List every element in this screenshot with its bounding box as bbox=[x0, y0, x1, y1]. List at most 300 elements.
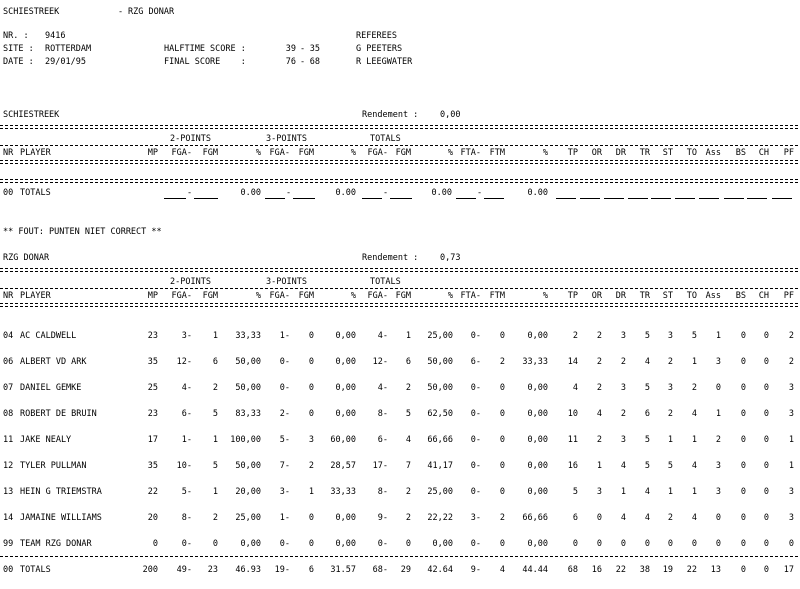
cell-ftm: 2 bbox=[499, 513, 505, 523]
cell-or: 2 bbox=[596, 357, 602, 367]
final-home-score: 76 bbox=[285, 57, 296, 67]
cell-p2a: 8- bbox=[181, 513, 192, 523]
cell-ftm: 2 bbox=[499, 357, 505, 367]
cell-ta: 12- bbox=[372, 357, 388, 367]
cell-pf: 2 bbox=[788, 357, 794, 367]
team2-col-st: ST bbox=[662, 291, 673, 301]
cell-as: 3 bbox=[715, 357, 721, 367]
cell-p3m: 0 bbox=[308, 383, 314, 393]
cell-mp: 22 bbox=[147, 487, 158, 497]
total-p2a: 49- bbox=[176, 565, 192, 575]
cell-tr: 5 bbox=[644, 383, 650, 393]
cell-st: 3 bbox=[667, 383, 673, 393]
total-nr: 00 bbox=[3, 565, 14, 575]
cell-p3p: 60,00 bbox=[330, 435, 356, 445]
cell-p3m: 2 bbox=[308, 461, 314, 471]
cell-tr: 5 bbox=[644, 461, 650, 471]
cell-to: 0 bbox=[691, 539, 697, 549]
cell-p3a: 5- bbox=[279, 435, 290, 445]
cell-tr: 4 bbox=[644, 357, 650, 367]
cell-tm: 2 bbox=[405, 383, 411, 393]
cell-pf: 2 bbox=[788, 331, 794, 341]
halftime-dash: - bbox=[300, 44, 306, 54]
team2-col-p3m: FGM bbox=[298, 291, 314, 301]
cell-bs: 0 bbox=[740, 383, 746, 393]
team1-blank-bs bbox=[724, 198, 744, 199]
cell-nr: 07 bbox=[3, 383, 14, 393]
cell-mp: 0 bbox=[152, 539, 158, 549]
cell-fta: 3- bbox=[470, 513, 481, 523]
total-as: 13 bbox=[710, 565, 721, 575]
team1-blank-ftm bbox=[484, 198, 504, 199]
cell-tp: 2 bbox=[572, 331, 578, 341]
cell-tr: 0 bbox=[644, 539, 650, 549]
referee-1: G PEETERS bbox=[356, 44, 403, 54]
team1-blank-2pm bbox=[194, 198, 218, 199]
cell-nr: 04 bbox=[3, 331, 14, 341]
total-p2p: 46.93 bbox=[235, 565, 261, 575]
cell-as: 0 bbox=[715, 513, 721, 523]
cell-mp: 23 bbox=[147, 409, 158, 419]
team2-col-ta: FGA- bbox=[367, 291, 388, 301]
cell-as: 3 bbox=[715, 487, 721, 497]
team1-col-p3p: % bbox=[350, 148, 356, 158]
cell-p2m: 1 bbox=[212, 331, 218, 341]
cell-p3p: 0,00 bbox=[335, 383, 356, 393]
cell-tpct: 41,17 bbox=[427, 461, 453, 471]
cell-p2m: 1 bbox=[212, 487, 218, 497]
cell-name: HEIN G TRIEMSTRA bbox=[20, 487, 102, 497]
cell-bs: 0 bbox=[740, 513, 746, 523]
cell-fta: 0- bbox=[470, 331, 481, 341]
cell-p3a: 3- bbox=[279, 487, 290, 497]
cell-name: DANIEL GEMKE bbox=[20, 383, 82, 393]
cell-nr: 08 bbox=[3, 409, 14, 419]
total-or: 16 bbox=[591, 565, 602, 575]
cell-bs: 0 bbox=[740, 331, 746, 341]
team1-name: SCHIESTREEK bbox=[3, 110, 60, 120]
team1-group-totals: TOTALS bbox=[370, 134, 401, 144]
cell-tpct: 22,22 bbox=[427, 513, 453, 523]
team1-blank-or bbox=[580, 198, 600, 199]
team1-col-dr: DR bbox=[615, 148, 626, 158]
cell-ta: 6- bbox=[377, 435, 388, 445]
team2-col-tp: TP bbox=[567, 291, 578, 301]
cell-p3p: 33,33 bbox=[330, 487, 356, 497]
cell-st: 3 bbox=[667, 331, 673, 341]
cell-dr: 3 bbox=[620, 383, 626, 393]
cell-ftm: 0 bbox=[499, 383, 505, 393]
cell-p3a: 0- bbox=[279, 383, 290, 393]
team1-col-p3a: FGA- bbox=[269, 148, 290, 158]
team2-group-2points: 2-POINTS bbox=[170, 277, 211, 287]
team1-col-ch: CH bbox=[758, 148, 769, 158]
cell-mp: 35 bbox=[147, 461, 158, 471]
cell-ta: 17- bbox=[372, 461, 388, 471]
team1-blank-dash: - bbox=[383, 188, 389, 198]
cell-tpct: 66,66 bbox=[427, 435, 453, 445]
total-mp: 200 bbox=[142, 565, 158, 575]
team2-totals-rule bbox=[0, 556, 798, 557]
cell-ch: 0 bbox=[763, 409, 769, 419]
team2-col-name: PLAYER bbox=[20, 291, 51, 301]
cell-ftp: 0,00 bbox=[527, 331, 548, 341]
cell-nr: 14 bbox=[3, 513, 14, 523]
cell-ftm: 0 bbox=[499, 461, 505, 471]
team2-rendement-label: Rendement : bbox=[362, 253, 419, 263]
cell-tr: 4 bbox=[644, 513, 650, 523]
cell-to: 5 bbox=[691, 331, 697, 341]
cell-tpct: 25,00 bbox=[427, 331, 453, 341]
site-label: SITE : bbox=[3, 44, 34, 54]
cell-p2p: 50,00 bbox=[235, 461, 261, 471]
team1-blank-3pm bbox=[293, 198, 315, 199]
team1-group-2points: 2-POINTS bbox=[170, 134, 211, 144]
cell-p3a: 2- bbox=[279, 409, 290, 419]
referee-2: R LEEGWATER bbox=[356, 57, 413, 67]
cell-as: 0 bbox=[715, 539, 721, 549]
team2-col-pf: PF bbox=[783, 291, 794, 301]
cell-p2m: 5 bbox=[212, 461, 218, 471]
cell-to: 1 bbox=[691, 357, 697, 367]
total-tm: 29 bbox=[400, 565, 411, 575]
cell-st: 5 bbox=[667, 461, 673, 471]
cell-tr: 6 bbox=[644, 409, 650, 419]
cell-fta: 0- bbox=[470, 487, 481, 497]
team1-blank-st bbox=[651, 198, 671, 199]
cell-name: ALBERT VD ARK bbox=[20, 357, 87, 367]
team1-col-p2a: FGA- bbox=[171, 148, 192, 158]
team2-col-ftp: % bbox=[542, 291, 548, 301]
cell-p3p: 0,00 bbox=[335, 409, 356, 419]
cell-fta: 0- bbox=[470, 409, 481, 419]
cell-bs: 0 bbox=[740, 435, 746, 445]
total-dr: 22 bbox=[615, 565, 626, 575]
team2-col-or: OR bbox=[591, 291, 602, 301]
cell-p2m: 6 bbox=[212, 357, 218, 367]
cell-p2a: 4- bbox=[181, 383, 192, 393]
cell-st: 1 bbox=[667, 435, 673, 445]
team2-col-ch: CH bbox=[758, 291, 769, 301]
cell-tm: 0 bbox=[405, 539, 411, 549]
cell-p2a: 0- bbox=[181, 539, 192, 549]
team2-col-p3p: % bbox=[350, 291, 356, 301]
team1-totals-rule bbox=[0, 179, 798, 183]
cell-pf: 1 bbox=[788, 435, 794, 445]
cell-tpct: 0,00 bbox=[432, 539, 453, 549]
cell-ftp: 66,66 bbox=[522, 513, 548, 523]
cell-or: 2 bbox=[596, 383, 602, 393]
cell-p2m: 5 bbox=[212, 409, 218, 419]
cell-tp: 0 bbox=[572, 539, 578, 549]
cell-p2p: 0,00 bbox=[240, 539, 261, 549]
cell-p3p: 0,00 bbox=[335, 331, 356, 341]
cell-ta: 9- bbox=[377, 513, 388, 523]
cell-ftp: 0,00 bbox=[527, 383, 548, 393]
cell-ta: 0- bbox=[377, 539, 388, 549]
cell-fta: 0- bbox=[470, 461, 481, 471]
team1-blank-3pa bbox=[265, 198, 285, 199]
team2-group-totals: TOTALS bbox=[370, 277, 401, 287]
cell-p2p: 50,00 bbox=[235, 383, 261, 393]
team2-top-rule bbox=[0, 268, 798, 272]
cell-p2a: 3- bbox=[181, 331, 192, 341]
cell-tr: 5 bbox=[644, 331, 650, 341]
cell-tp: 11 bbox=[567, 435, 578, 445]
team1-blank-fta bbox=[456, 198, 476, 199]
cell-nr: 06 bbox=[3, 357, 14, 367]
cell-nr: 99 bbox=[3, 539, 14, 549]
cell-nr: 11 bbox=[3, 435, 14, 445]
cell-nr: 13 bbox=[3, 487, 14, 497]
cell-p3m: 0 bbox=[308, 539, 314, 549]
cell-p3m: 0 bbox=[308, 357, 314, 367]
halftime-home-score: 39 bbox=[285, 44, 296, 54]
cell-pf: 3 bbox=[788, 487, 794, 497]
cell-ftp: 0,00 bbox=[527, 409, 548, 419]
total-st: 19 bbox=[662, 565, 673, 575]
team2-group-3points: 3-POINTS bbox=[266, 277, 307, 287]
team1-col-as: Ass bbox=[705, 148, 721, 158]
team1-col-nr: NR bbox=[3, 148, 14, 158]
cell-bs: 0 bbox=[740, 539, 746, 549]
cell-or: 0 bbox=[596, 539, 602, 549]
team1-col-name: PLAYER bbox=[20, 148, 51, 158]
team1-col-p2p: % bbox=[255, 148, 261, 158]
cell-tm: 2 bbox=[405, 513, 411, 523]
team1-tot-pct: 0.00 bbox=[431, 188, 452, 198]
team1-blank-2pa bbox=[164, 198, 186, 199]
cell-name: JAMAINE WILLIAMS bbox=[20, 513, 102, 523]
cell-ch: 0 bbox=[763, 357, 769, 367]
cell-p3a: 1- bbox=[279, 513, 290, 523]
cell-p2m: 0 bbox=[212, 539, 218, 549]
cell-or: 3 bbox=[596, 487, 602, 497]
cell-ch: 0 bbox=[763, 331, 769, 341]
team1-col-ta: FGA- bbox=[367, 148, 388, 158]
team1-col-to: TO bbox=[686, 148, 697, 158]
cell-tp: 14 bbox=[567, 357, 578, 367]
cell-bs: 0 bbox=[740, 461, 746, 471]
cell-ch: 0 bbox=[763, 383, 769, 393]
total-tpct: 42.64 bbox=[427, 565, 453, 575]
team1-col-ftm: FTM bbox=[489, 148, 505, 158]
cell-p3a: 1- bbox=[279, 331, 290, 341]
team2-col-nr: NR bbox=[3, 291, 14, 301]
cell-tm: 6 bbox=[405, 357, 411, 367]
team1-col-tm: FGM bbox=[395, 148, 411, 158]
team2-rendement-value: 0,73 bbox=[440, 253, 461, 263]
cell-p3a: 7- bbox=[279, 461, 290, 471]
cell-nr: 12 bbox=[3, 461, 14, 471]
cell-ftp: 0,00 bbox=[527, 461, 548, 471]
team1-col-tp: TP bbox=[567, 148, 578, 158]
team1-totals-label: TOTALS bbox=[20, 188, 51, 198]
cell-ftm: 0 bbox=[499, 539, 505, 549]
team2-col-p2p: % bbox=[255, 291, 261, 301]
team1-blank-ta bbox=[362, 198, 382, 199]
cell-pf: 1 bbox=[788, 461, 794, 471]
cell-or: 2 bbox=[596, 331, 602, 341]
cell-ch: 0 bbox=[763, 487, 769, 497]
cell-pf: 3 bbox=[788, 513, 794, 523]
cell-p3a: 0- bbox=[279, 539, 290, 549]
team1-blank-tr bbox=[628, 198, 648, 199]
cell-p2a: 5- bbox=[181, 487, 192, 497]
date-label: DATE : bbox=[3, 57, 34, 67]
cell-or: 1 bbox=[596, 461, 602, 471]
final-away-score: 68 bbox=[309, 57, 320, 67]
team1-col-pf: PF bbox=[783, 148, 794, 158]
total-tr: 38 bbox=[639, 565, 650, 575]
cell-dr: 3 bbox=[620, 435, 626, 445]
cell-to: 4 bbox=[691, 409, 697, 419]
cell-or: 4 bbox=[596, 409, 602, 419]
site-value: ROTTERDAM bbox=[45, 44, 92, 54]
cell-to: 2 bbox=[691, 383, 697, 393]
cell-mp: 25 bbox=[147, 383, 158, 393]
cell-p2a: 1- bbox=[181, 435, 192, 445]
cell-bs: 0 bbox=[740, 487, 746, 497]
cell-p2m: 2 bbox=[212, 513, 218, 523]
total-ta: 68- bbox=[372, 565, 388, 575]
team1-3p-pct: 0.00 bbox=[335, 188, 356, 198]
cell-p3p: 28,57 bbox=[330, 461, 356, 471]
cell-tpct: 25,00 bbox=[427, 487, 453, 497]
team1-rendement-value: 0,00 bbox=[440, 110, 461, 120]
cell-p3m: 3 bbox=[308, 435, 314, 445]
cell-p2p: 20,00 bbox=[235, 487, 261, 497]
team2-col-tr: TR bbox=[639, 291, 650, 301]
cell-p2p: 33,33 bbox=[235, 331, 261, 341]
total-ftm: 4 bbox=[499, 565, 505, 575]
cell-tp: 5 bbox=[572, 487, 578, 497]
cell-fta: 0- bbox=[470, 435, 481, 445]
cell-p3m: 0 bbox=[308, 513, 314, 523]
total-ch: 0 bbox=[763, 565, 769, 575]
cell-st: 2 bbox=[667, 409, 673, 419]
team2-col-ftm: FTM bbox=[489, 291, 505, 301]
cell-dr: 0 bbox=[620, 539, 626, 549]
cell-ftm: 0 bbox=[499, 435, 505, 445]
total-p3p: 31.57 bbox=[330, 565, 356, 575]
team1-blank-dash: - bbox=[477, 188, 483, 198]
cell-tr: 5 bbox=[644, 435, 650, 445]
cell-ta: 8- bbox=[377, 487, 388, 497]
team1-col-p2m: FGM bbox=[202, 148, 218, 158]
cell-tm: 7 bbox=[405, 461, 411, 471]
cell-ch: 0 bbox=[763, 539, 769, 549]
team2-col-to: TO bbox=[686, 291, 697, 301]
cell-name: AC CALDWELL bbox=[20, 331, 77, 341]
total-p2m: 23 bbox=[207, 565, 218, 575]
cell-dr: 4 bbox=[620, 513, 626, 523]
cell-ftp: 33,33 bbox=[522, 357, 548, 367]
cell-p3p: 0,00 bbox=[335, 539, 356, 549]
cell-ftp: 0,00 bbox=[527, 539, 548, 549]
cell-pf: 0 bbox=[788, 539, 794, 549]
cell-name: ROBERT DE BRUIN bbox=[20, 409, 97, 419]
cell-ftp: 0,00 bbox=[527, 435, 548, 445]
team1-blank-dr bbox=[604, 198, 624, 199]
team1-error-message: ** FOUT: PUNTEN NIET CORRECT ** bbox=[3, 227, 162, 237]
away-team-title: RZG DONAR bbox=[128, 7, 175, 17]
team1-col-or: OR bbox=[591, 148, 602, 158]
cell-p2m: 2 bbox=[212, 383, 218, 393]
cell-st: 0 bbox=[667, 539, 673, 549]
cell-pf: 3 bbox=[788, 409, 794, 419]
cell-p2p: 100,00 bbox=[230, 435, 261, 445]
cell-st: 2 bbox=[667, 513, 673, 523]
cell-ta: 4- bbox=[377, 383, 388, 393]
cell-tm: 2 bbox=[405, 487, 411, 497]
cell-mp: 20 bbox=[147, 513, 158, 523]
cell-as: 1 bbox=[715, 409, 721, 419]
cell-dr: 4 bbox=[620, 461, 626, 471]
halftime-away-score: 35 bbox=[309, 44, 320, 54]
team2-col-bs: BS bbox=[735, 291, 746, 301]
team2-col-tm: FGM bbox=[395, 291, 411, 301]
team1-blank-as bbox=[699, 198, 719, 199]
cell-p2p: 25,00 bbox=[235, 513, 261, 523]
team1-blank-tp bbox=[556, 198, 576, 199]
team2-name: RZG DONAR bbox=[3, 253, 50, 263]
total-to: 22 bbox=[686, 565, 697, 575]
cell-mp: 17 bbox=[147, 435, 158, 445]
cell-p3p: 0,00 bbox=[335, 513, 356, 523]
cell-ta: 4- bbox=[377, 331, 388, 341]
team1-rendement-label: Rendement : bbox=[362, 110, 419, 120]
cell-p3m: 0 bbox=[308, 331, 314, 341]
date-value: 29/01/95 bbox=[45, 57, 86, 67]
cell-ta: 8- bbox=[377, 409, 388, 419]
cell-to: 1 bbox=[691, 435, 697, 445]
cell-tpct: 50,00 bbox=[427, 383, 453, 393]
cell-p2p: 83,33 bbox=[235, 409, 261, 419]
team1-blank-tm bbox=[390, 198, 412, 199]
title-separator: - bbox=[118, 7, 124, 17]
team2-col-p2a: FGA- bbox=[171, 291, 192, 301]
cell-fta: 0- bbox=[470, 539, 481, 549]
cell-p2a: 10- bbox=[176, 461, 192, 471]
team1-totals-nr: 00 bbox=[3, 188, 14, 198]
cell-to: 4 bbox=[691, 513, 697, 523]
cell-as: 0 bbox=[715, 383, 721, 393]
cell-p2a: 12- bbox=[176, 357, 192, 367]
cell-dr: 2 bbox=[620, 409, 626, 419]
cell-mp: 23 bbox=[147, 331, 158, 341]
cell-st: 2 bbox=[667, 357, 673, 367]
team1-blank-dash: - bbox=[187, 188, 193, 198]
cell-as: 1 bbox=[715, 331, 721, 341]
cell-tp: 4 bbox=[572, 383, 578, 393]
team2-col-as: Ass bbox=[705, 291, 721, 301]
team1-col-bs: BS bbox=[735, 148, 746, 158]
cell-fta: 0- bbox=[470, 383, 481, 393]
cell-ftm: 0 bbox=[499, 409, 505, 419]
cell-ch: 0 bbox=[763, 435, 769, 445]
cell-tm: 1 bbox=[405, 331, 411, 341]
cell-tpct: 50,00 bbox=[427, 357, 453, 367]
cell-tm: 4 bbox=[405, 435, 411, 445]
cell-tr: 4 bbox=[644, 487, 650, 497]
team2-col-dr: DR bbox=[615, 291, 626, 301]
cell-ch: 0 bbox=[763, 461, 769, 471]
total-name: TOTALS bbox=[20, 565, 51, 575]
team2-col-mp: MP bbox=[147, 291, 158, 301]
total-pf: 17 bbox=[783, 565, 794, 575]
team2-col-p3a: FGA- bbox=[269, 291, 290, 301]
